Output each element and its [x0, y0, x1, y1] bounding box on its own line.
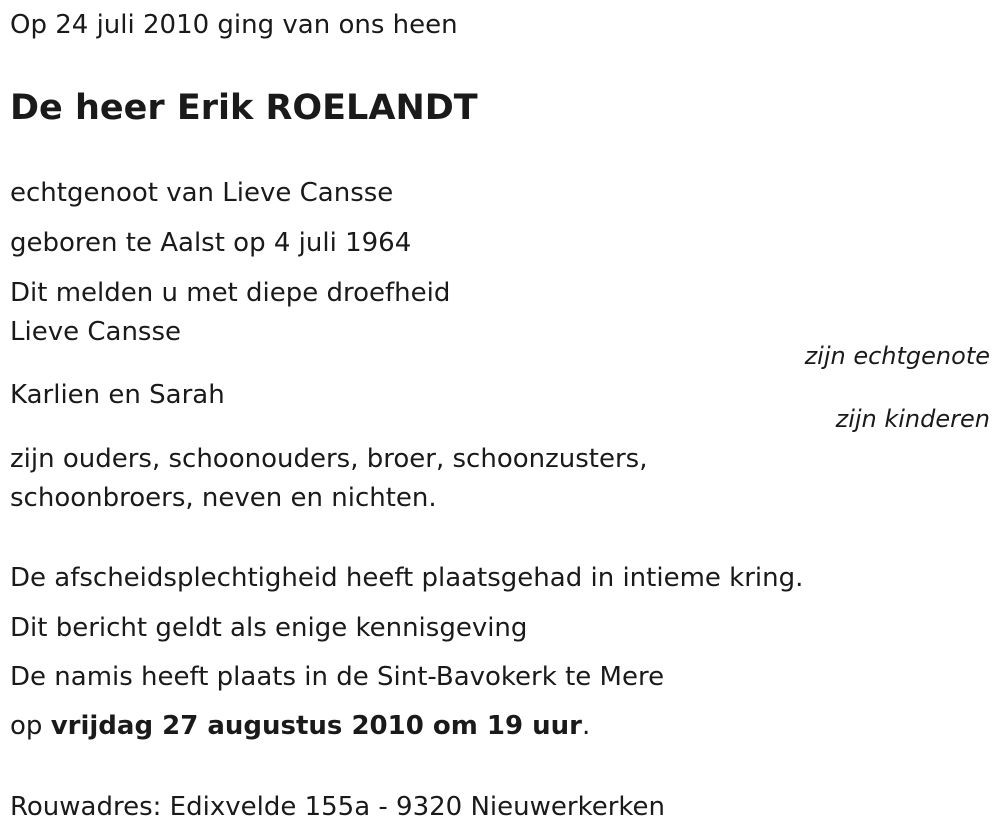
- announce-line: Dit melden u met diepe droefheid: [10, 278, 451, 308]
- mass-date-suffix: .: [581, 711, 591, 741]
- mass-line: De namis heeft plaats in de Sint-Bavokerk te Mere: [10, 662, 665, 692]
- ceremony-line: De afscheidsplechtigheid heeft plaatsgehad in intieme kring.: [10, 563, 804, 593]
- deceased-name: De heer Erik ROELANDT: [10, 88, 478, 128]
- mourner-name: Karlien en Sarah: [10, 380, 225, 410]
- mourner-role: zijn echtgenote: [804, 342, 990, 370]
- mass-date-line: [10, 710, 590, 742]
- mourner-name: Lieve Cansse: [10, 317, 182, 347]
- family-line: zijn ouders, schoonouders, broer, schoonzusters,: [10, 444, 648, 474]
- birth-line: geboren te Aalst op 4 juli 1964: [10, 228, 412, 258]
- mourner-role: zijn kinderen: [835, 405, 990, 433]
- mourning-address: Rouwadres: Edixvelde 155a - 9320 Nieuwerkerken: [10, 792, 666, 822]
- mass-date-prefix: op: [10, 711, 51, 741]
- mass-date: vrijdag 27 augustus 2010 om 19 uur: [50, 711, 582, 741]
- spouse-line: echtgenoot van Lieve Cansse: [10, 178, 394, 208]
- family-line: schoonbroers, neven en nichten.: [10, 483, 437, 513]
- intro-text: Op 24 juli 2010 ging van ons heen: [10, 10, 458, 40]
- notice-line: Dit bericht geldt als enige kennisgeving: [10, 613, 528, 643]
